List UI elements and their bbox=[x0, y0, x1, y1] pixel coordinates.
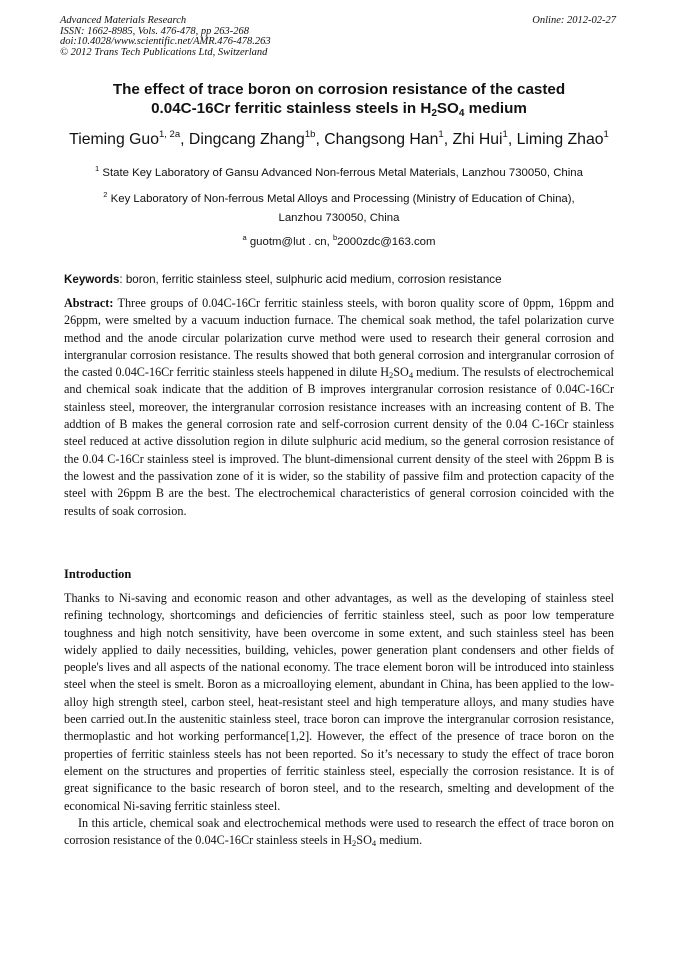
email-b: 2000zdc@163.com bbox=[337, 236, 436, 248]
paper-title bbox=[60, 80, 618, 118]
affiliation-1: $^1$ State Key Laboratory of Gansu Advanced Non-ferrous Metal Materials, Lanzhou 730050, China bbox=[95, 164, 583, 179]
author-name: Changsong Han bbox=[324, 131, 439, 148]
journal-name: Advanced Materials Research bbox=[60, 15, 187, 26]
author-list: Tieming Guo$^{1, 2a}$, Dingcang Zhang$^{1b}$, Changsong Han$^1$, Zhi Hui$^1$, Liming Zhao$^1$ bbox=[69, 129, 609, 148]
keywords-label: Keywords bbox=[64, 273, 120, 286]
author-name: Liming Zhao bbox=[516, 131, 604, 148]
publication-info bbox=[60, 16, 271, 58]
section-heading-introduction: Introduction bbox=[64, 567, 132, 581]
title-line-1: The effect of trace boron on corrosion resistance of the casted bbox=[112, 81, 566, 98]
publication-header bbox=[60, 16, 616, 58]
abstract: Abstract: Three groups of 0.04C-16Cr ferritic stainless steels, with boron quality score of 0ppm, 16ppm and 26ppm, were smelted by a vacuum induction furnace. The chemical soak method, the tafel polarization curve method and the anode circular polarization curve method were used to research their general corrosion and intergranular corrosion resistance. The results showed that both general corrosion and intergranular corrosion of the casted 0.04C-16Cr ferritic stainless steels happened in dilute $H_2SO_4$ medium. The resulsts of electrochemical and chemical soak indicate that the addition of B improves intergranular corrosion resistance of 0.04C-16Cr stainless steel, moreover, the intergranular corrosion resistance increases with an increasing content of B. The addtion of B makes the general corrosion rate and self-corrosion current density of the 0.04 C-16Cr stainless steel reduced at active dissolution region in dilute sulphuric acid medium, so the general corrosion resistance of the 0.04 C-16Cr stainless steel is improved. The blunt-dimensional current density of the steel with 26ppm B is the lowest and the passivation zone of it is wider, so the stability of passive film and protection capacity of the steel with 26ppm B are the best. The electrochemical characteristics of general corrosion coincided with the results of soak corrosion. bbox=[64, 296, 614, 518]
author-name: Tieming Guo bbox=[69, 131, 159, 148]
author-name: Dingcang Zhang bbox=[188, 131, 305, 148]
author-affiliation-mark: 1, 2a bbox=[159, 129, 181, 140]
keywords bbox=[64, 271, 619, 289]
abstract-label: Abstract: bbox=[64, 296, 114, 310]
doi: doi:10.4028/www.scientific.net/AMR.476-478.263 bbox=[60, 36, 271, 48]
author-affiliation-mark: 1 bbox=[438, 129, 444, 140]
author-affiliation-mark: 1b bbox=[304, 129, 316, 140]
intro-paragraph-1: Thanks to Ni-saving and economic reason and other advantages, as well as the developing of stainless steel refining technology, shortcomings and deficiencies of ferritic stainless steel, such as poor low temperature toughness and high notch sensitivity, have been overcome in some extent, and such stainless steel has been widely applied to daily necessities, building, vehicles, power generation plant condensers and other fields of people's lives and all aspects of the national economy. The trace element boron will be introduced into stainless steel when the steel is smelt. Boron as a microalloying element, abundant in China, has been applied to the low-alloy high strength steel, carbon steel, heat-resistant steel and high temperature alloys, and many studies have been carried out.In the austenitic stainless steel, trace boron can improve the intergranular corrosion resistance, thermoplastic and hot working performance[1,2]. However, the effect of the presence of trace boron on the properties of ferritic stainless steels has not been reported. So it’s necessary to study the effect of trace boron element on the structures and properties of ferritic stainless steel, especially the corrosion resistance. It is of great significance to the basic research of boron steel, and to the research, smelting and development of the economical Ni-saving ferritic stainless steel. bbox=[64, 591, 614, 813]
author-affiliation-mark: 1 bbox=[603, 129, 609, 140]
keywords-text: : boron, ferritic stainless steel, sulphuric acid medium, corrosion resistance bbox=[119, 273, 502, 286]
email-a: guotm@lut . cn, bbox=[246, 236, 333, 248]
title-line-2: 0.04C-16Cr ferritic stainless steels in $H_2SO_4$ medium bbox=[151, 100, 527, 119]
author-emails: $^a$ guotm@lut . cn, $^b$2000zdc@163.com bbox=[242, 233, 436, 248]
author-affiliation-mark: 1 bbox=[502, 129, 508, 140]
copyright: © 2012 Trans Tech Publications Ltd, Switzerland bbox=[60, 46, 268, 58]
introduction-body bbox=[64, 590, 614, 849]
issn: ISSN: 1662-8985, Vols. 476-478, pp 263-268 bbox=[60, 25, 249, 37]
intro-paragraph-2: In this article, chemical soak and electrochemical methods were used to research the effect of trace boron on corrosion resistance of the 0.04C-16Cr stainless steels in $H_2SO_4$ medium. bbox=[64, 815, 614, 849]
affiliation-2: $^2$ Key Laboratory of Non-ferrous Metal Alloys and Processing (Ministry of Education of China), Lanzhou 730050, China bbox=[103, 190, 575, 224]
author-name: Zhi Hui bbox=[452, 131, 503, 148]
online-date: Online: 2012-02-27 bbox=[532, 15, 616, 26]
